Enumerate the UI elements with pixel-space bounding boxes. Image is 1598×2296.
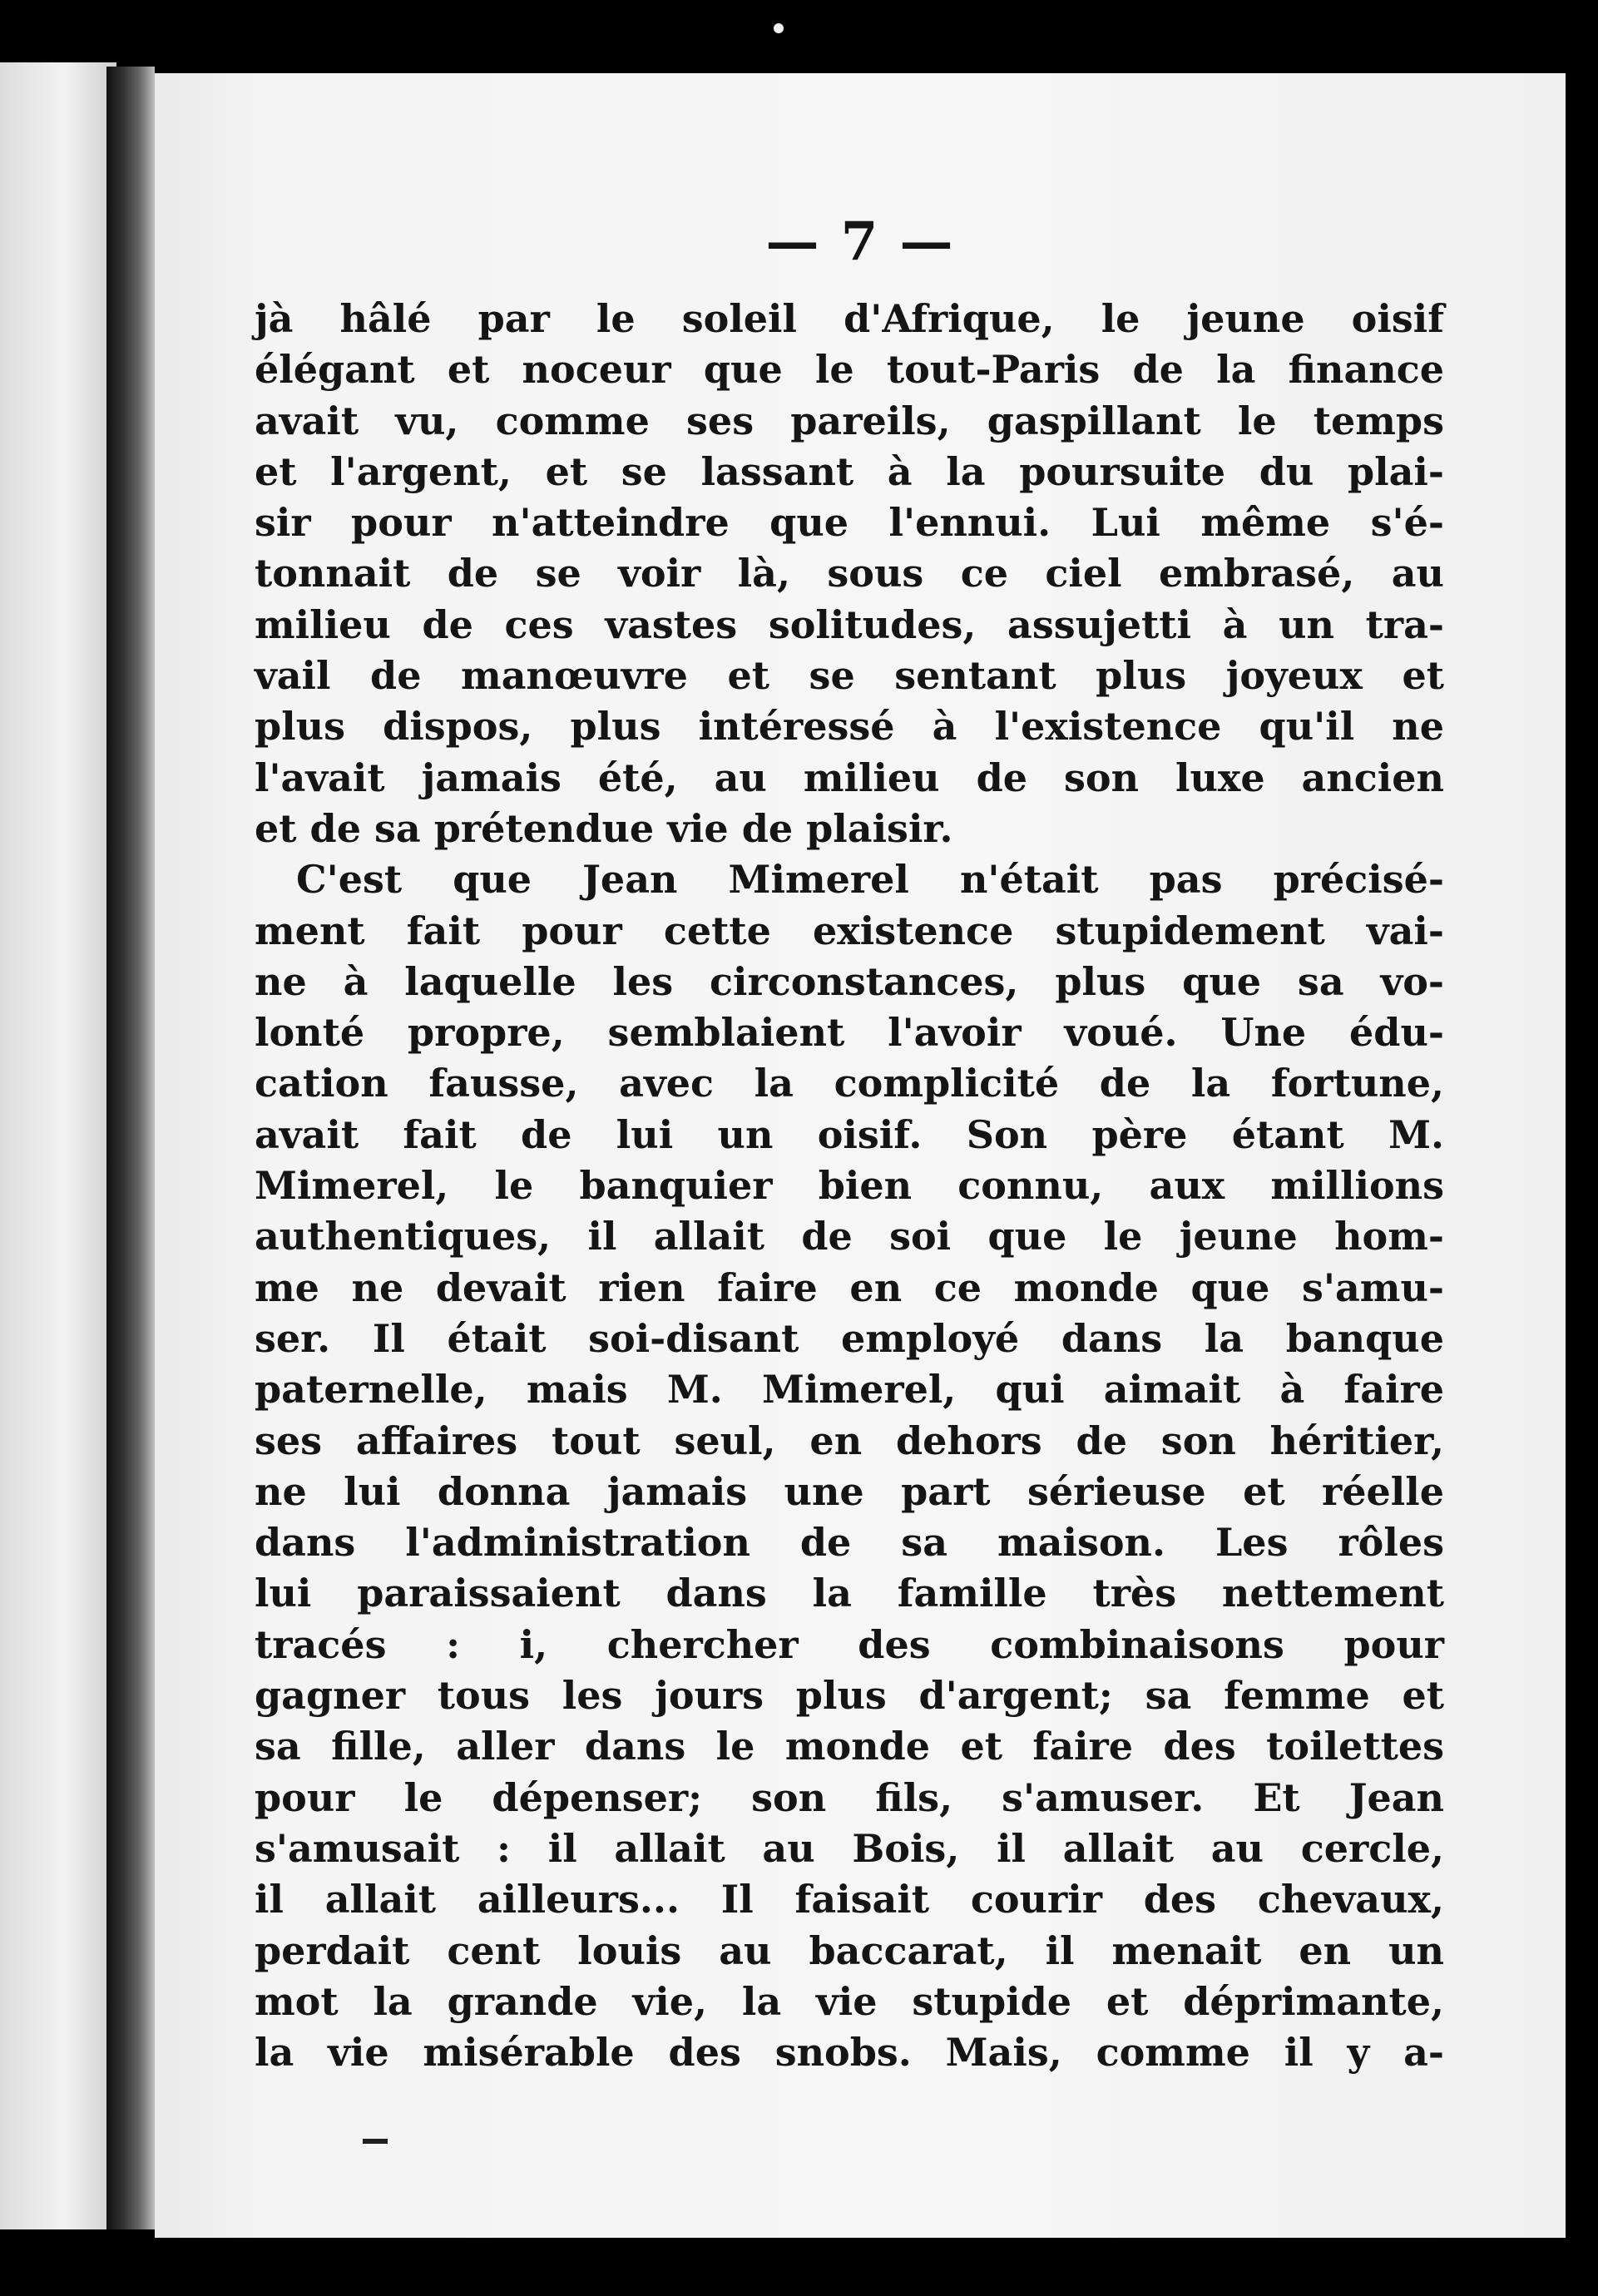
text-line: gagner tous les jours plus d'argent; sa femme et — [255, 1673, 1444, 1719]
text-line: ne à laquelle les circonstances, plus que sa vo- — [255, 958, 1444, 1004]
text-line: authentiques, il allait de soi que le jeune hom- — [255, 1214, 1444, 1259]
text-line: tonnait de se voir là, sous ce ciel embrasé, au — [255, 551, 1444, 596]
body-text — [255, 294, 1444, 2078]
text-line: Mimerel, le banquier bien connu, aux millions — [255, 1163, 1444, 1209]
text-line: s'amusait : il allait au Bois, il allait au cercle, — [255, 1825, 1444, 1871]
text-line: tracés : i, chercher des combinaisons pour — [255, 1621, 1444, 1667]
text-line: ne lui donna jamais une part sérieuse et réelle — [255, 1468, 1444, 1514]
text-line: sa fille, aller dans le monde et faire des toilettes — [255, 1724, 1444, 1769]
printer-mark — [363, 2139, 388, 2144]
text-line: me ne devait rien faire en ce monde que s'amu- — [255, 1264, 1444, 1310]
text-line: il allait ailleurs... Il faisait courir des chevaux, — [255, 1877, 1444, 1922]
text-line: élégant et noceur que le tout-Paris de la finance — [255, 347, 1444, 393]
text-line: avait fait de lui un oisif. Son père étant M. — [255, 1111, 1444, 1157]
text-line: jà hâlé par le soleil d'Afrique, le jeune oisif — [255, 296, 1444, 341]
page-number: — 7 — — [765, 210, 955, 273]
text-line: ses affaires tout seul, en dehors de son héritier, — [255, 1418, 1444, 1463]
text-line: pour le dépenser; son fils, s'amuser. Et Jean — [255, 1774, 1444, 1820]
text-line: plus dispos, plus intéressé à l'existence qu'il ne — [255, 704, 1444, 750]
text-line: cation fausse, avec la complicité de la fortune, — [255, 1061, 1444, 1106]
paragraph-start-line: C'est que Jean Mimerel n'était pas précisé- — [296, 857, 1444, 903]
text-line: l'avait jamais été, au milieu de son luxe ancien — [255, 755, 1444, 800]
text-line: et l'argent, et se lassant à la poursuite du plai- — [255, 448, 1444, 494]
text-line: et de sa prétendue vie de plaisir. — [255, 805, 953, 851]
text-line: dans l'administration de sa maison. Les rôles — [255, 1520, 1444, 1566]
text-line: milieu de ces vastes solitudes, assujetti à un tra- — [255, 601, 1444, 647]
text-line: avait vu, comme ses pareils, gaspillant le temps — [255, 398, 1444, 443]
text-line: la vie misérable des snobs. Mais, comme il y a- — [255, 2030, 1444, 2076]
text-line: lui paraissaient dans la famille très nettement — [255, 1571, 1444, 1616]
book-binding-gutter — [106, 67, 155, 2229]
text-line: paternelle, mais M. Mimerel, qui aimait à faire — [255, 1367, 1444, 1413]
text-line: ser. Il était soi-disant employé dans la banque — [255, 1315, 1444, 1361]
facing-page-edge — [0, 62, 116, 2229]
scan-dust-spot — [774, 23, 784, 33]
text-line: lonté propre, semblaient l'avoir voué. Une édu- — [255, 1010, 1444, 1056]
text-line: perdait cent louis au baccarat, il menait en un — [255, 1927, 1444, 1973]
text-line: ment fait pour cette existence stupidement vai- — [255, 908, 1444, 953]
book-page — [155, 73, 1566, 2238]
text-line: mot la grande vie, la vie stupide et déprimante, — [255, 1978, 1444, 2024]
text-line: vail de manœuvre et se sentant plus joyeux et — [255, 653, 1444, 699]
text-line: sir pour n'atteindre que l'ennui. Lui même s'é- — [255, 500, 1444, 546]
